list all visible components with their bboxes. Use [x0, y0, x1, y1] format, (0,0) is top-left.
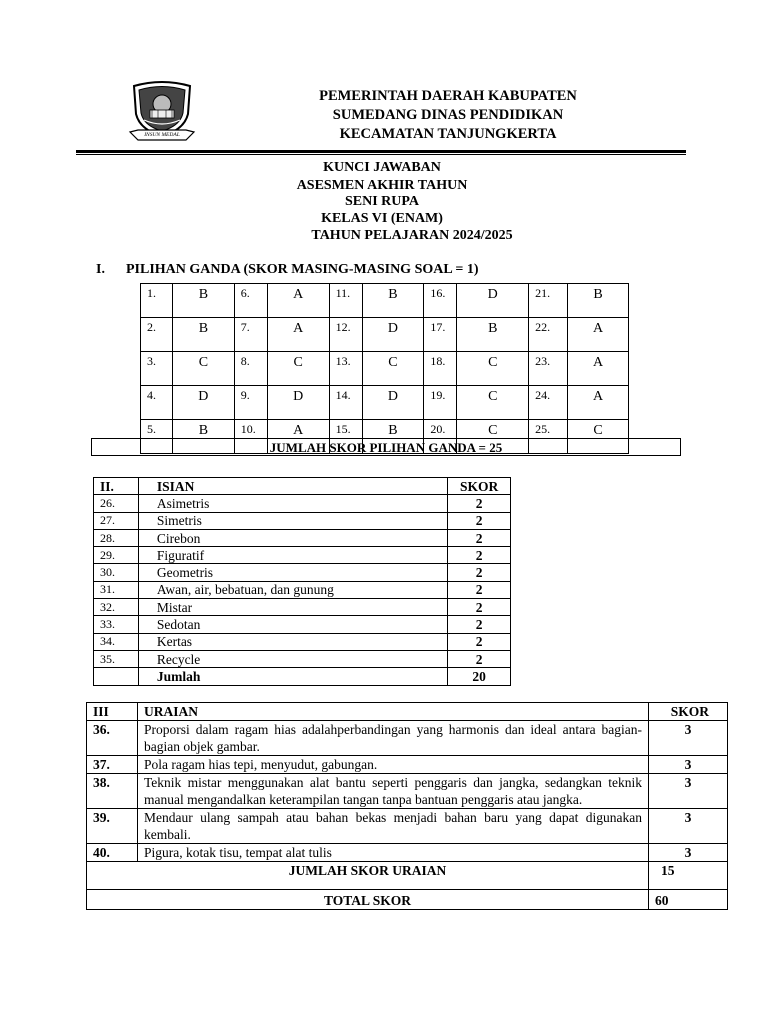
header-divider: [76, 150, 686, 153]
mc-answer: C: [267, 352, 329, 386]
row-score: 3: [649, 809, 728, 844]
row-number: 40.: [87, 844, 138, 862]
mc-question-number: 17.: [424, 318, 457, 352]
mc-question-number: 22.: [529, 318, 568, 352]
table-row: [94, 512, 511, 529]
col-isian-header: ISIAN: [138, 478, 447, 495]
table-row: [94, 581, 511, 598]
grand-total-label: TOTAL SKOR: [87, 890, 649, 910]
mc-answer: B: [362, 284, 424, 318]
mc-question-number: 9.: [234, 386, 267, 420]
row-score: 3: [649, 774, 728, 809]
mc-row: [141, 386, 629, 420]
table-row: [94, 650, 511, 667]
mc-question-number: 14.: [329, 386, 362, 420]
mc-answer: C: [457, 420, 529, 454]
mc-question-number: 1.: [141, 284, 173, 318]
mc-answer: D: [267, 386, 329, 420]
row-answer: Simetris: [138, 512, 447, 529]
row-answer: Pola ragam hias tepi, menyudut, gabungan.: [138, 756, 649, 774]
mc-answer: C: [362, 352, 424, 386]
mc-answer: B: [172, 318, 234, 352]
mc-answer: D: [457, 284, 529, 318]
header-line-1: PEMERINTAH DAERAH KABUPATEN: [319, 88, 577, 104]
row-score: 2: [448, 599, 511, 616]
mc-answer: A: [568, 318, 629, 352]
grand-total-row: [87, 890, 728, 910]
section1-title: PILIHAN GANDA (SKOR MASING-MASING SOAL = 1): [126, 262, 479, 277]
doc-subtitle-class: KELAS VI (ENAM): [321, 211, 443, 226]
mc-question-number: 3.: [141, 352, 173, 386]
essay-total-label: JUMLAH SKOR URAIAN: [87, 862, 649, 890]
table-row: [87, 774, 728, 809]
row-score: 2: [448, 564, 511, 581]
table-row: [94, 564, 511, 581]
mc-answer: D: [362, 386, 424, 420]
mc-question-number: 25.: [529, 420, 568, 454]
col-uraian-header: URAIAN: [138, 703, 649, 721]
mc-answer: A: [267, 284, 329, 318]
mc-answer: B: [457, 318, 529, 352]
mc-answer: B: [172, 284, 234, 318]
mc-answer: A: [568, 352, 629, 386]
mc-row: [141, 318, 629, 352]
doc-subtitle-subject: SENI RUPA: [344, 194, 420, 209]
mc-question-number: 2.: [141, 318, 173, 352]
row-number: 38.: [87, 774, 138, 809]
mc-answer: C: [568, 420, 629, 454]
regency-logo: [128, 80, 196, 144]
mc-question-number: 18.: [424, 352, 457, 386]
multiple-choice-table: [140, 283, 629, 454]
table-row: [94, 616, 511, 633]
header-line-2: SUMEDANG DINAS PENDIDIKAN: [332, 107, 564, 123]
mc-question-number: 24.: [529, 386, 568, 420]
total-row-blank: [94, 668, 139, 685]
fill-in-total-value: 20: [448, 668, 511, 685]
col-number-header: III: [87, 703, 138, 721]
doc-subtitle-exam: ASESMEN AKHIR TAHUN: [296, 178, 468, 193]
row-number: 28.: [94, 529, 139, 546]
row-score: 2: [448, 616, 511, 633]
mc-answer: C: [457, 386, 529, 420]
mc-question-number: 5.: [141, 420, 173, 454]
table-row: [94, 495, 511, 512]
mc-answer: A: [267, 318, 329, 352]
row-score: 2: [448, 495, 511, 512]
row-score: 2: [448, 529, 511, 546]
row-answer: Awan, air, bebatuan, dan gunung: [138, 581, 447, 598]
table-row: [94, 529, 511, 546]
header-line-3: KECAMATAN TANJUNGKERTA: [339, 126, 557, 142]
row-number: 33.: [94, 616, 139, 633]
multiple-choice-total: JUMLAH SKOR PILIHAN GANDA = 25: [91, 438, 681, 456]
row-score: 2: [448, 581, 511, 598]
row-answer: Mistar: [138, 599, 447, 616]
row-number: 34.: [94, 633, 139, 650]
row-score: 2: [448, 633, 511, 650]
mc-question-number: 12.: [329, 318, 362, 352]
row-score: 3: [649, 756, 728, 774]
row-answer: Kertas: [138, 633, 447, 650]
table-row: [87, 756, 728, 774]
row-score: 3: [649, 721, 728, 756]
mc-question-number: 8.: [234, 352, 267, 386]
mc-question-number: 23.: [529, 352, 568, 386]
mc-question-number: 16.: [424, 284, 457, 318]
row-number: 32.: [94, 599, 139, 616]
mc-question-number: 7.: [234, 318, 267, 352]
row-number: 36.: [87, 721, 138, 756]
mc-answer: B: [362, 420, 424, 454]
header-divider-thin: [76, 154, 686, 155]
essay-table: [86, 702, 728, 910]
essay-total-row: [87, 862, 728, 890]
mc-answer: D: [362, 318, 424, 352]
row-answer: Geometris: [138, 564, 447, 581]
doc-subtitle-year: TAHUN PELAJARAN 2024/2025: [311, 228, 513, 243]
row-number: 30.: [94, 564, 139, 581]
row-number: 35.: [94, 650, 139, 667]
mc-answer: B: [172, 420, 234, 454]
mc-answer: C: [457, 352, 529, 386]
row-answer: Teknik mistar menggunakan alat bantu seperti penggaris dan jangka, sedangkan teknik manual mengandalkan keterampilan tangan tanpa bantuan penggaris atau jangka.: [138, 774, 649, 809]
mc-answer: C: [172, 352, 234, 386]
mc-question-number: 10.: [234, 420, 267, 454]
row-score: 2: [448, 650, 511, 667]
row-answer: Mendaur ulang sampah atau bahan bekas menjadi bahan baru yang dapat digunakan kembali.: [138, 809, 649, 844]
mc-answer: D: [172, 386, 234, 420]
doc-title: KUNCI JAWABAN: [323, 160, 441, 175]
row-number: 29.: [94, 547, 139, 564]
mc-question-number: 13.: [329, 352, 362, 386]
col-number-header: II.: [94, 478, 139, 495]
mc-question-number: 20.: [424, 420, 457, 454]
grand-total-value: 60: [649, 890, 728, 910]
row-answer: Recycle: [138, 650, 447, 667]
fill-in-table: [93, 477, 511, 686]
fill-in-total-label: Jumlah: [138, 668, 447, 685]
row-number: 26.: [94, 495, 139, 512]
mc-question-number: 11.: [329, 284, 362, 318]
mc-answer: B: [568, 284, 629, 318]
table-row: [87, 809, 728, 844]
row-number: 37.: [87, 756, 138, 774]
row-answer: Sedotan: [138, 616, 447, 633]
mc-answer: A: [267, 420, 329, 454]
table-row: [94, 599, 511, 616]
mc-row: [141, 352, 629, 386]
mc-question-number: 15.: [329, 420, 362, 454]
col-score-header: SKOR: [649, 703, 728, 721]
logo-ribbon-text: INSUN MEDAL: [144, 132, 180, 138]
mc-row: [141, 284, 629, 318]
table-row: [94, 547, 511, 564]
row-answer: Pigura, kotak tisu, tempat alat tulis: [138, 844, 649, 862]
row-score: 2: [448, 547, 511, 564]
section1-number: I.: [96, 262, 105, 277]
row-score: 2: [448, 512, 511, 529]
table-row: [87, 844, 728, 862]
row-number: 31.: [94, 581, 139, 598]
row-number: 27.: [94, 512, 139, 529]
mc-question-number: 21.: [529, 284, 568, 318]
row-answer: Cirebon: [138, 529, 447, 546]
row-answer: Asimetris: [138, 495, 447, 512]
row-answer: Figuratif: [138, 547, 447, 564]
essay-total-value: 15: [649, 862, 728, 890]
mc-answer: A: [568, 386, 629, 420]
mc-question-number: 19.: [424, 386, 457, 420]
mc-question-number: 6.: [234, 284, 267, 318]
col-score-header: SKOR: [448, 478, 511, 495]
table-row: [94, 633, 511, 650]
row-score: 3: [649, 844, 728, 862]
total-row: [94, 668, 511, 685]
mc-question-number: 4.: [141, 386, 173, 420]
row-number: 39.: [87, 809, 138, 844]
row-answer: Proporsi dalam ragam hias adalahperbandingan yang harmonis dan ideal antara bagian-bagian objek gambar.: [138, 721, 649, 756]
table-row: [87, 721, 728, 756]
